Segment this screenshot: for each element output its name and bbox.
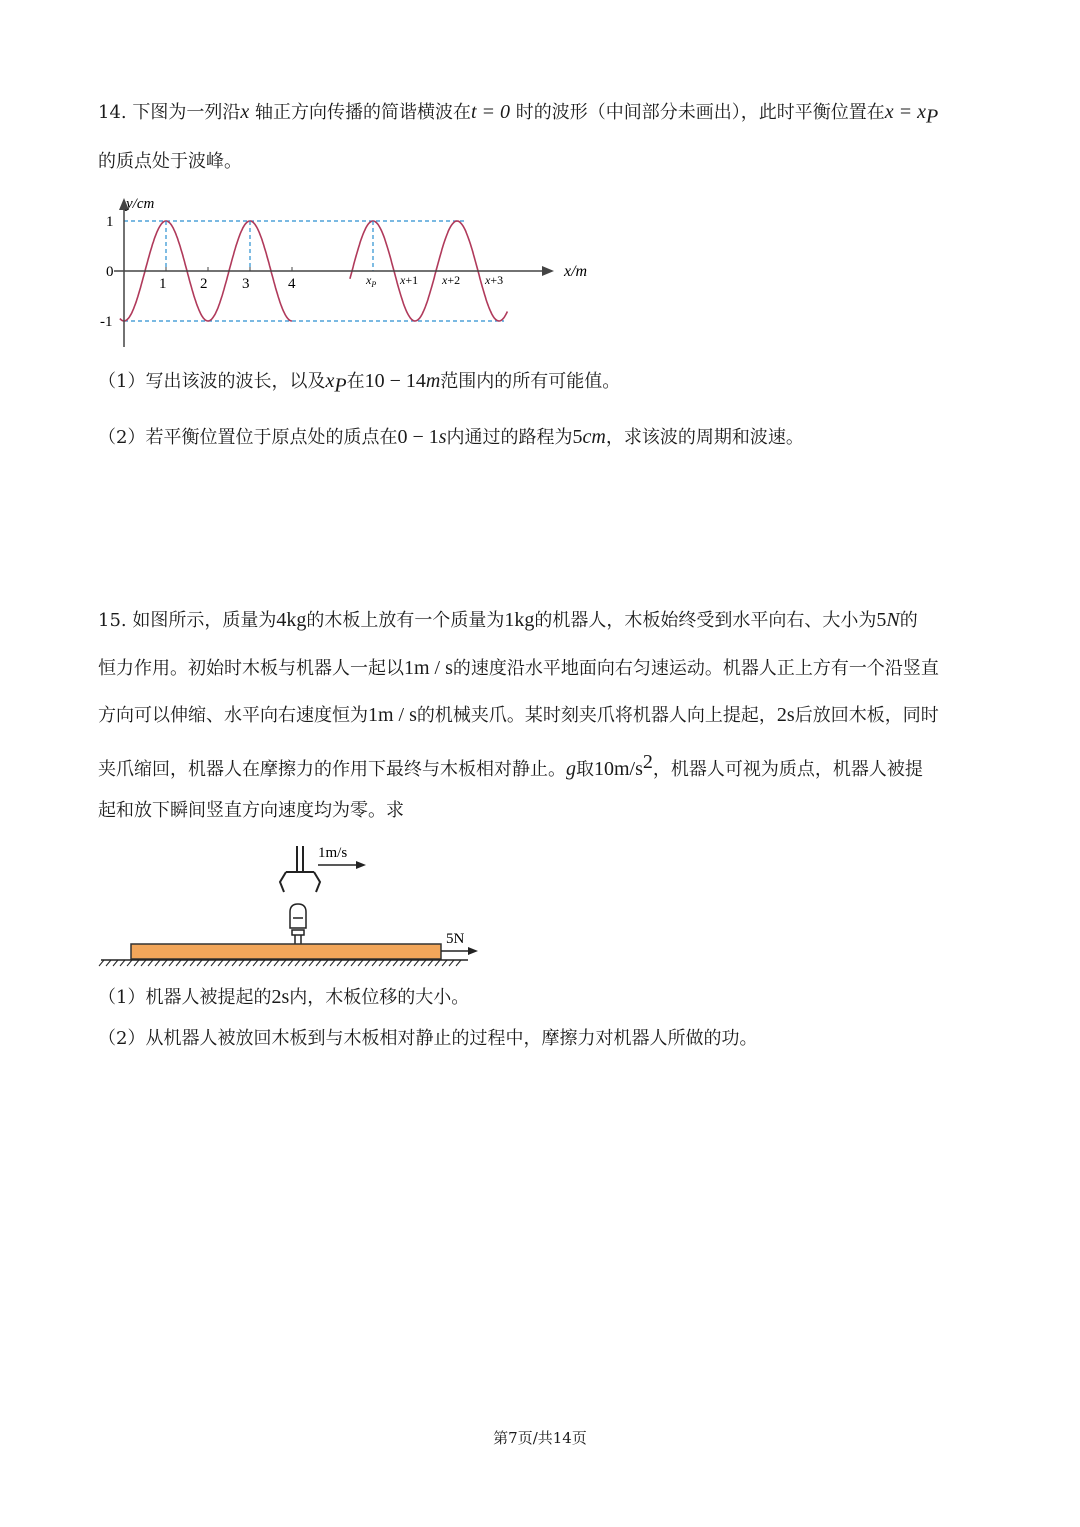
q15-text: 后放回木板，同时: [794, 705, 939, 726]
page-footer: 第7页/共14页: [493, 1429, 587, 1447]
q15-text: ，机器人可视为质点，机器人被提: [652, 759, 923, 780]
svg-text:xP: $x_P$: [366, 273, 377, 289]
q14-range: 10 − 14: [364, 370, 426, 392]
q15-text: 的木板上放有一个质量为: [306, 610, 505, 631]
q15-stem-line4: [98, 750, 923, 782]
q15-text: 的速度沿水平地面向右匀速运动。机器人正上方有一个沿竖直: [452, 658, 939, 679]
x-axis-label: x/m: [564, 263, 588, 280]
q15-stem-line2: [98, 656, 939, 681]
q14-text: 时的波形（中间部分未画出），此时平衡位置在: [510, 102, 885, 123]
y-tick-label: 1: [106, 214, 114, 230]
q15-time: 2s: [271, 986, 290, 1008]
q15-velocity: 1m / s: [368, 704, 417, 726]
wave-graph: [92, 192, 612, 352]
q15-text: 夹爪缩回，机器人在摩擦力的作用下最终与木板相对静止。: [98, 759, 566, 780]
q15-g-value: 10m/s: [594, 758, 643, 780]
q14-stem-line1: [98, 100, 938, 129]
q14-text: （2）若平衡位置位于原点处的质点在: [98, 427, 398, 448]
q14-text: 在: [346, 371, 365, 392]
q14-x-var: x: [240, 101, 250, 123]
xp-tick-label: x+3: [485, 273, 504, 287]
q15-text: 恒力作用。初始时木板与机器人一起以: [98, 658, 404, 679]
q15-stem-line3: [98, 703, 939, 728]
velocity-label: 1m/s: [318, 845, 348, 861]
x-tick-label: 2: [200, 276, 208, 292]
q15-text: 取: [576, 759, 594, 780]
q15-text: 的机器人，木板始终受到水平向右、大小为: [534, 610, 877, 631]
q15-text: （1）机器人被提起的: [98, 987, 272, 1008]
q14-text: ，求该波的周期和波速。: [605, 427, 804, 448]
wooden-board: [131, 944, 441, 959]
q15-stem-line1: [98, 608, 918, 633]
y-tick-label: -1: [100, 314, 113, 330]
y-axis-label: y/cm: [126, 196, 155, 212]
q14-t-eq: t = 0: [470, 101, 511, 123]
q15-sup: 2: [642, 751, 653, 773]
q15-velocity: 1m / s: [404, 657, 453, 679]
q15-force: 5: [876, 609, 887, 631]
velocity-arrow: [318, 861, 366, 869]
q14-unit: m: [425, 370, 441, 392]
q15-sub1: [98, 985, 469, 1010]
q14-sub1: [98, 369, 620, 398]
q15-unit: N: [886, 609, 900, 631]
q15-text: 内，木板位移的大小。: [289, 987, 470, 1008]
q14-p-sub: P: [334, 374, 347, 397]
q15-text: 15. 如图所示，质量为: [98, 610, 277, 631]
q15-text: 的: [899, 610, 918, 631]
q14-text: 范围内的所有可能值。: [440, 371, 621, 392]
q14-unit: s: [438, 426, 447, 448]
q14-x-eq: x = x: [884, 101, 927, 123]
xp-tick-label: x+2: [442, 273, 461, 287]
q14-dist: 5: [572, 426, 583, 448]
q14-sub2: [98, 425, 804, 450]
robot: [290, 904, 306, 944]
xp-tick-label: x+1: [400, 273, 419, 287]
ground-hatching: [99, 960, 461, 966]
q15-mass: 1kg: [504, 609, 535, 631]
x-tick-label: 4: [288, 276, 296, 292]
board-robot-figure: [96, 838, 496, 968]
q14-text: 的质点处于波峰。: [98, 151, 242, 172]
q15-text: 起和放下瞬间竖直方向速度均为零。求: [98, 800, 404, 821]
q15-text: 的机械夹爪。某时刻夹爪将机器人向上提起，: [416, 705, 777, 726]
q14-xp-var: x: [325, 370, 335, 392]
q14-unit: cm: [582, 426, 606, 448]
q15-text: 方向可以伸缩、水平向右速度恒为: [98, 705, 368, 726]
q14-p-sub: P: [926, 105, 939, 128]
q14-text: 轴正方向传播的简谐横波在: [249, 102, 471, 123]
xp-tick-label: [365, 273, 376, 289]
q15-g-var: g: [566, 758, 576, 780]
q15-text: （2）从机器人被放回木板到与木板相对静止的过程中，摩擦力对机器人所做的功。: [98, 1028, 758, 1049]
mechanical-claw: [280, 846, 320, 892]
q15-mass: 4kg: [276, 609, 307, 631]
q14-text: （1）写出该波的波长，以及: [98, 371, 326, 392]
q14-text: 14. 下图为一列沿: [98, 102, 241, 123]
q14-time: 0 − 1: [397, 426, 439, 448]
x-axis-arrow: [542, 266, 554, 276]
q15-sub2: [98, 1027, 757, 1051]
x-tick-label: 1: [159, 276, 167, 292]
force-arrow: [441, 947, 478, 955]
y-tick-label: 0: [106, 264, 114, 280]
q15-time: 2s: [776, 704, 795, 726]
x-tick-label: 3: [242, 276, 250, 292]
q15-stem-line5: [98, 799, 404, 823]
force-label: 5N: [446, 931, 465, 947]
q14-text: 内通过的路程为: [446, 427, 573, 448]
q14-stem-line2: [98, 150, 242, 174]
